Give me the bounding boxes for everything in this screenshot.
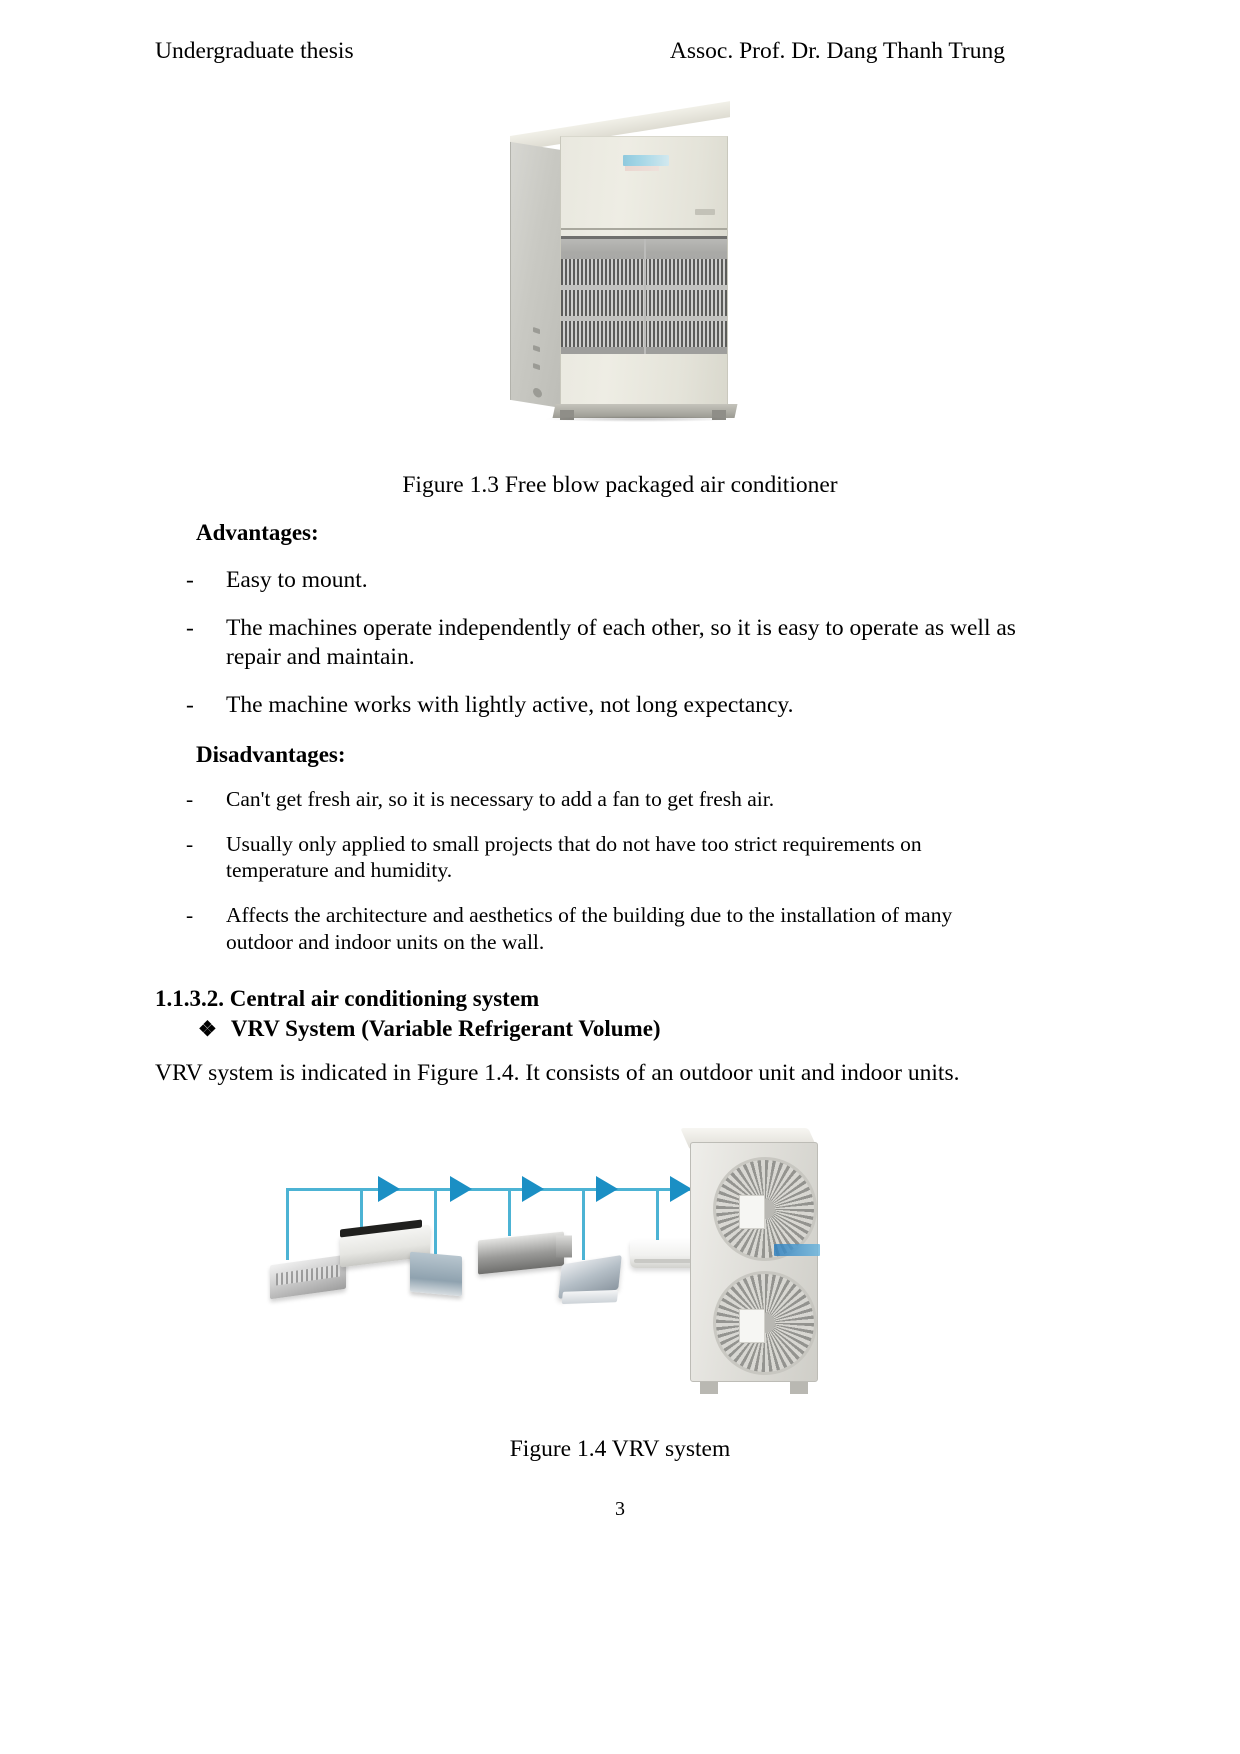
advantages-heading: Advantages: bbox=[196, 520, 319, 545]
list-item-text: The machines operate independently of each other, so it is easy to operate as well as repair and maintain. bbox=[226, 615, 1016, 671]
ac-side-panel bbox=[510, 142, 562, 408]
condenser-fan-icon bbox=[713, 1271, 817, 1375]
branch-pipe bbox=[286, 1188, 289, 1260]
list-item-text: The machine works with lightly active, not long expectancy. bbox=[226, 692, 794, 719]
ac-panel-seam bbox=[561, 228, 727, 230]
list-item bbox=[186, 566, 1016, 595]
vrv-system-diagram bbox=[278, 1118, 888, 1418]
list-item bbox=[186, 786, 1016, 813]
bullet-marker: - bbox=[186, 787, 194, 811]
section-heading: 1.1.3.2. Central air conditioning system bbox=[155, 986, 540, 1011]
bullet-marker: - bbox=[186, 615, 194, 642]
list-item bbox=[186, 831, 1016, 884]
page-number: 3 bbox=[615, 1498, 625, 1520]
bullet-marker: - bbox=[186, 692, 194, 719]
brand-logo-icon bbox=[623, 155, 669, 166]
list-item bbox=[186, 614, 1016, 672]
list-item bbox=[186, 902, 1016, 955]
header-left-text: Undergraduate thesis bbox=[155, 38, 354, 64]
flow-arrow-icon bbox=[522, 1176, 544, 1202]
outdoor-brand-logo-icon bbox=[774, 1244, 820, 1256]
diamond-bullet-icon: ❖ bbox=[198, 1017, 217, 1041]
advantages-list bbox=[186, 566, 1016, 740]
ac-badge-icon bbox=[695, 209, 715, 215]
list-item-text: Usually only applied to small projects that do not have too strict requirements on temperature and humidity. bbox=[226, 831, 922, 883]
ac-side-vent-icon bbox=[533, 363, 540, 370]
outdoor-unit-leg bbox=[700, 1382, 718, 1394]
disadvantages-list bbox=[186, 786, 1016, 973]
ac-grille-divider bbox=[644, 239, 646, 354]
branch-pipe bbox=[582, 1188, 585, 1260]
branch-pipe bbox=[360, 1188, 363, 1232]
subsection-heading-label: VRV System (Variable Refrigerant Volume) bbox=[230, 1016, 661, 1041]
ac-side-knob-icon bbox=[533, 387, 542, 399]
flow-arrow-icon bbox=[450, 1176, 472, 1202]
indoor-unit-four-way-cassette bbox=[558, 1255, 622, 1299]
bullet-marker: - bbox=[186, 902, 194, 927]
ac-drop-shadow bbox=[544, 416, 736, 422]
indoor-unit-floor-console bbox=[410, 1252, 462, 1297]
figure-1-4-image bbox=[0, 1118, 1240, 1418]
figure-1-3-caption: Figure 1.3 Free blow packaged air conditioner bbox=[402, 472, 838, 498]
flow-arrow-icon bbox=[596, 1176, 618, 1202]
header-right-text: Assoc. Prof. Dr. Dang Thanh Trung bbox=[669, 38, 1005, 64]
list-item-text: Easy to mount. bbox=[226, 567, 368, 593]
list-item bbox=[186, 691, 1016, 720]
unit-nameplate bbox=[739, 1309, 765, 1343]
indoor-unit-ceiling-cassette bbox=[270, 1255, 346, 1300]
branch-pipe bbox=[508, 1188, 511, 1236]
figure-1-3-image bbox=[0, 128, 1240, 420]
unit-nameplate bbox=[739, 1195, 765, 1229]
outdoor-unit-body bbox=[690, 1142, 818, 1382]
outdoor-condensing-unit bbox=[678, 1124, 830, 1394]
branch-pipe bbox=[434, 1188, 437, 1254]
ac-side-vent-icon bbox=[533, 345, 540, 352]
bullet-marker: - bbox=[186, 567, 194, 593]
body-paragraph: VRV system is indicated in Figure 1.4. It consists of an outdoor unit and indoor units. bbox=[155, 1060, 960, 1086]
ac-grille-section bbox=[561, 236, 727, 354]
flow-arrow-icon bbox=[378, 1176, 400, 1202]
subsection-heading bbox=[198, 1016, 661, 1042]
branch-pipe bbox=[656, 1188, 659, 1240]
list-item-text: Can't get fresh air, so it is necessary to add a fan to get fresh air. bbox=[226, 787, 775, 811]
bullet-marker: - bbox=[186, 831, 194, 856]
packaged-air-conditioner-illustration bbox=[504, 128, 736, 420]
disadvantages-heading: Disadvantages: bbox=[196, 742, 346, 767]
indoor-unit-ducted bbox=[478, 1231, 564, 1274]
ac-side-vent-icon bbox=[533, 327, 540, 334]
figure-1-4-caption: Figure 1.4 VRV system bbox=[509, 1436, 731, 1462]
outdoor-unit-leg bbox=[790, 1382, 808, 1394]
list-item-text: Affects the architecture and aesthetics of the building due to the installation of many outdoor and indoor units on the wall. bbox=[226, 902, 953, 954]
page-header bbox=[155, 38, 1005, 65]
